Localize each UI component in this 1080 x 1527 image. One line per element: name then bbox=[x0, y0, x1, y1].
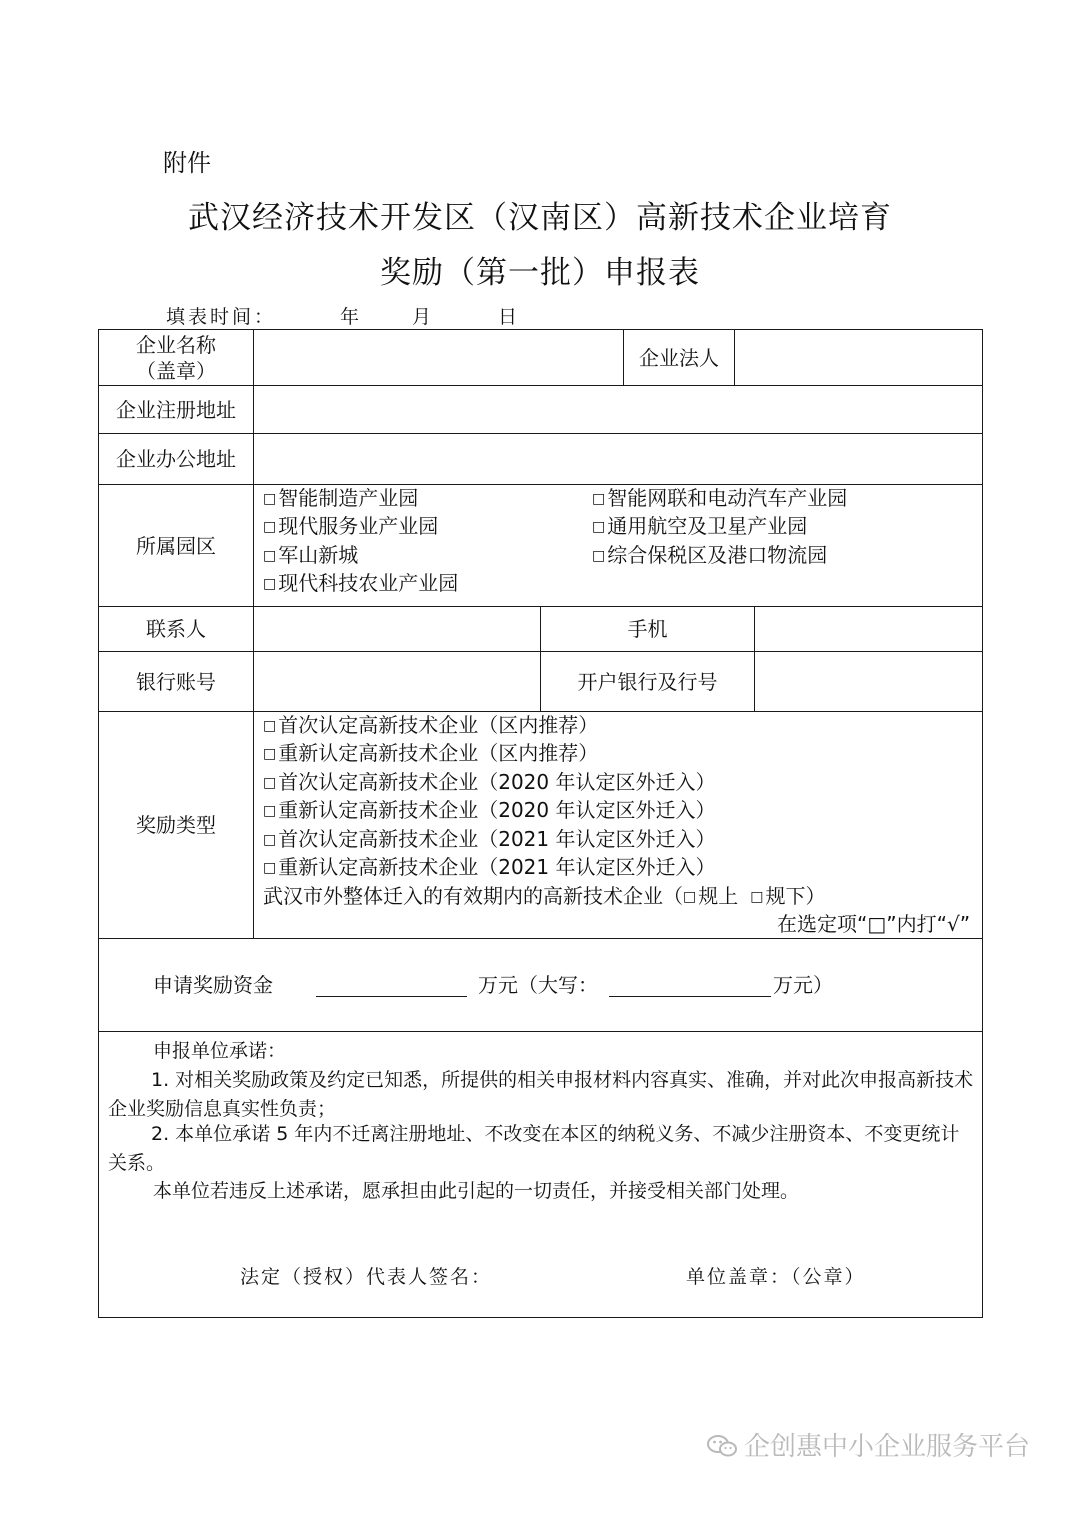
company-name-label: 企业名称 （盖章） bbox=[136, 332, 216, 383]
checkbox[interactable]: □ bbox=[592, 491, 606, 507]
bank-name-label: 开户银行及行号 bbox=[577, 669, 718, 694]
legal-person-field[interactable] bbox=[735, 330, 982, 385]
park-option[interactable]: □ 智能制造产业园 bbox=[263, 486, 419, 510]
amount-unit-end: 万元） bbox=[773, 973, 833, 997]
checkbox[interactable]: □ bbox=[263, 803, 277, 819]
park-option[interactable]: □ 现代科技农业产业园 bbox=[263, 571, 459, 595]
registered-address-field[interactable] bbox=[254, 386, 982, 433]
contact-label: 联系人 bbox=[146, 617, 206, 641]
park-option[interactable]: □ 现代服务业产业园 bbox=[263, 514, 439, 538]
fill-date-label: 填表时间： bbox=[166, 306, 277, 328]
checkbox[interactable]: □ bbox=[263, 775, 277, 791]
park-label: 所属园区 bbox=[136, 533, 216, 558]
wechat-icon bbox=[706, 1433, 738, 1459]
company-name-field[interactable] bbox=[254, 330, 623, 385]
reward-type-option[interactable]: □ 重新认定高新技术企业（2020 年认定区外迁入） bbox=[263, 798, 716, 822]
park-option[interactable]: □ 智能网联和电动汽车产业园 bbox=[592, 486, 848, 510]
checkbox[interactable]: □ bbox=[683, 889, 697, 905]
reward-type-option[interactable]: □ 重新认定高新技术企业（区内推荐） bbox=[263, 741, 599, 765]
checkbox[interactable]: □ bbox=[263, 860, 277, 876]
registered-address-label: 企业注册地址 bbox=[116, 397, 236, 422]
reward-type-option[interactable]: □ 首次认定高新技术企业（区内推荐） bbox=[263, 713, 599, 737]
amount-unit: 万元（大写： bbox=[478, 973, 598, 997]
office-address-label: 企业办公地址 bbox=[116, 447, 236, 471]
mobile-label: 手机 bbox=[627, 617, 668, 641]
park-option[interactable]: □ 军山新城 bbox=[263, 543, 359, 567]
checkbox[interactable]: □ bbox=[592, 519, 606, 535]
amount-label: 申请奖励资金 bbox=[153, 973, 273, 997]
checkbox[interactable]: □ bbox=[592, 548, 606, 564]
checkbox[interactable]: □ bbox=[263, 832, 277, 848]
fill-date-year: 年 bbox=[340, 306, 363, 328]
attachment-label: 附件 bbox=[163, 149, 211, 177]
reward-type-option[interactable]: □ 首次认定高新技术企业（2020 年认定区外迁入） bbox=[263, 770, 716, 794]
legal-person-label: 企业法人 bbox=[639, 345, 719, 370]
park-option[interactable]: □ 通用航空及卫星产业园 bbox=[592, 514, 808, 538]
scale-above-label: 规上 bbox=[698, 884, 739, 908]
whole-relocation-option: 武汉市外整体迁入的有效期内的高新技术企业（□ 规上 □ 规下） bbox=[263, 884, 826, 908]
fill-date-month: 月 bbox=[412, 306, 435, 328]
form-title-line1: 武汉经济技术开发区（汉南区）高新技术企业培育 bbox=[188, 200, 892, 236]
office-address-field[interactable] bbox=[254, 434, 982, 484]
checkbox[interactable]: □ bbox=[263, 746, 277, 762]
amount-uppercase-line[interactable] bbox=[609, 996, 771, 997]
checkbox[interactable]: □ bbox=[263, 519, 277, 535]
form-title-line2: 奖励（第一批）申报表 bbox=[380, 255, 700, 291]
reward-type-option[interactable]: □ 首次认定高新技术企业（2021 年认定区外迁入） bbox=[263, 827, 716, 851]
watermark bbox=[706, 1426, 1030, 1463]
amount-input-line[interactable] bbox=[316, 996, 467, 997]
commitment-item-3: 本单位若违反上述承诺，愿承担由此引起的一切责任，并接受相关部门处理。 bbox=[153, 1180, 800, 1202]
checkbox[interactable]: □ bbox=[263, 718, 277, 734]
select-hint: 在选定项“□”内打“√” bbox=[777, 912, 971, 936]
contact-field[interactable] bbox=[254, 607, 540, 651]
signature-label: 法定（授权）代表人签名： bbox=[240, 1266, 493, 1288]
checkbox[interactable]: □ bbox=[263, 576, 277, 592]
checkbox[interactable]: □ bbox=[263, 548, 277, 564]
watermark-text: 企创惠中小企业服务平台 bbox=[744, 1432, 1031, 1462]
commitment-item-1: 1. 对相关奖励政策及约定已知悉，所提供的相关申报材料内容真实、准确，并对此次申报高新技术企业奖励信息真实性负责； bbox=[108, 1069, 974, 1120]
bank-name-field[interactable] bbox=[755, 652, 982, 711]
bank-account-field[interactable] bbox=[254, 652, 540, 711]
bank-account-label: 银行账号 bbox=[136, 669, 216, 694]
scale-below-label: 规下 bbox=[765, 884, 806, 908]
reward-type-option[interactable]: □ 重新认定高新技术企业（2021 年认定区外迁入） bbox=[263, 855, 716, 879]
commitment-item-2: 2. 本单位承诺 5 年内不迁离注册地址、不改变在本区的纳税义务、不减少注册资本、不变更统计关系。 bbox=[108, 1123, 960, 1174]
seal-label: 单位盖章：（公章） bbox=[686, 1266, 866, 1288]
fill-date-day: 日 bbox=[498, 306, 521, 328]
mobile-field[interactable] bbox=[755, 607, 982, 651]
checkbox[interactable]: □ bbox=[750, 889, 764, 905]
reward-type-label: 奖励类型 bbox=[136, 813, 216, 837]
checkbox[interactable]: □ bbox=[263, 491, 277, 507]
commitment-heading: 申报单位承诺： bbox=[153, 1040, 287, 1062]
fill-date-row bbox=[166, 302, 520, 329]
park-option[interactable]: □ 综合保税区及港口物流园 bbox=[592, 543, 828, 567]
